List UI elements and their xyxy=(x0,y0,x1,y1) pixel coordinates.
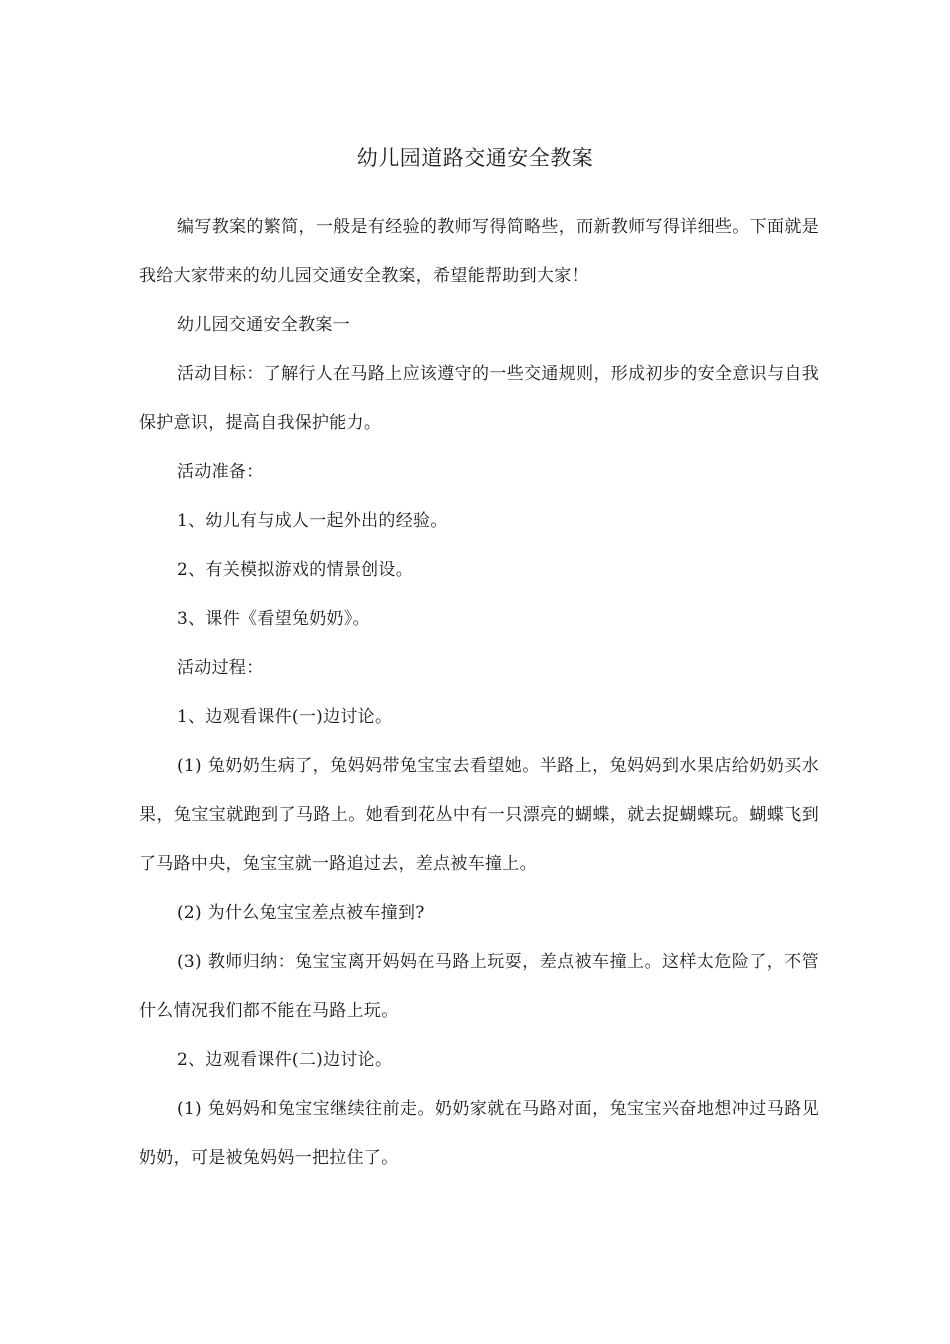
activity-process-heading: 活动过程： xyxy=(177,658,264,678)
document-body xyxy=(139,203,819,1183)
prep-item-3: 3、课件《看望兔奶奶》。 xyxy=(177,609,370,629)
prep-item-2: 2、有关模拟游戏的情景创设。 xyxy=(177,560,414,580)
document-title: 幼儿园道路交通安全教案 xyxy=(356,146,594,170)
activity-goal-paragraph: 活动目标：了解行人在马路上应该遵守的一些交通规则，形成初步的安全意识与自我保护意识，提高自我保护能力。 xyxy=(139,364,819,433)
intro-paragraph: 编写教案的繁简，一般是有经验的教师写得简略些，而新教师写得详细些。下面就是我给大家带来的幼儿园交通安全教案，希望能帮助到大家！ xyxy=(139,217,819,286)
process-step-1: 1、边观看课件(一)边讨论。 xyxy=(177,707,393,727)
section-heading: 幼儿园交通安全教案一 xyxy=(177,315,350,335)
process-step-1-sub-2: (2) 为什么兔宝宝差点被车撞到? xyxy=(177,903,425,923)
process-step-2-sub-1: (1) 兔妈妈和兔宝宝继续往前走。奶奶家就在马路对面，兔宝宝兴奋地想冲过马路见奶奶，可是被兔妈妈一把拉住了。 xyxy=(139,1099,819,1168)
process-step-2: 2、边观看课件(二)边讨论。 xyxy=(177,1050,393,1070)
prep-item-1: 1、幼儿有与成人一起外出的经验。 xyxy=(177,511,448,531)
activity-prep-heading: 活动准备： xyxy=(177,462,264,482)
process-step-1-sub-1: (1) 兔奶奶生病了，兔妈妈带兔宝宝去看望她。半路上，兔妈妈到水果店给奶奶买水果，兔宝宝就跑到了马路上。她看到花丛中有一只漂亮的蝴蝶，就去捉蝴蝶玩。蝴蝶飞到了马路中央，兔宝宝就一路追过去，差点被车撞上。 xyxy=(139,756,819,874)
process-step-1-sub-3: (3) 教师归纳：兔宝宝离开妈妈在马路上玩耍，差点被车撞上。这样太危险了，不管什么情况我们都不能在马路上玩。 xyxy=(139,952,819,1021)
